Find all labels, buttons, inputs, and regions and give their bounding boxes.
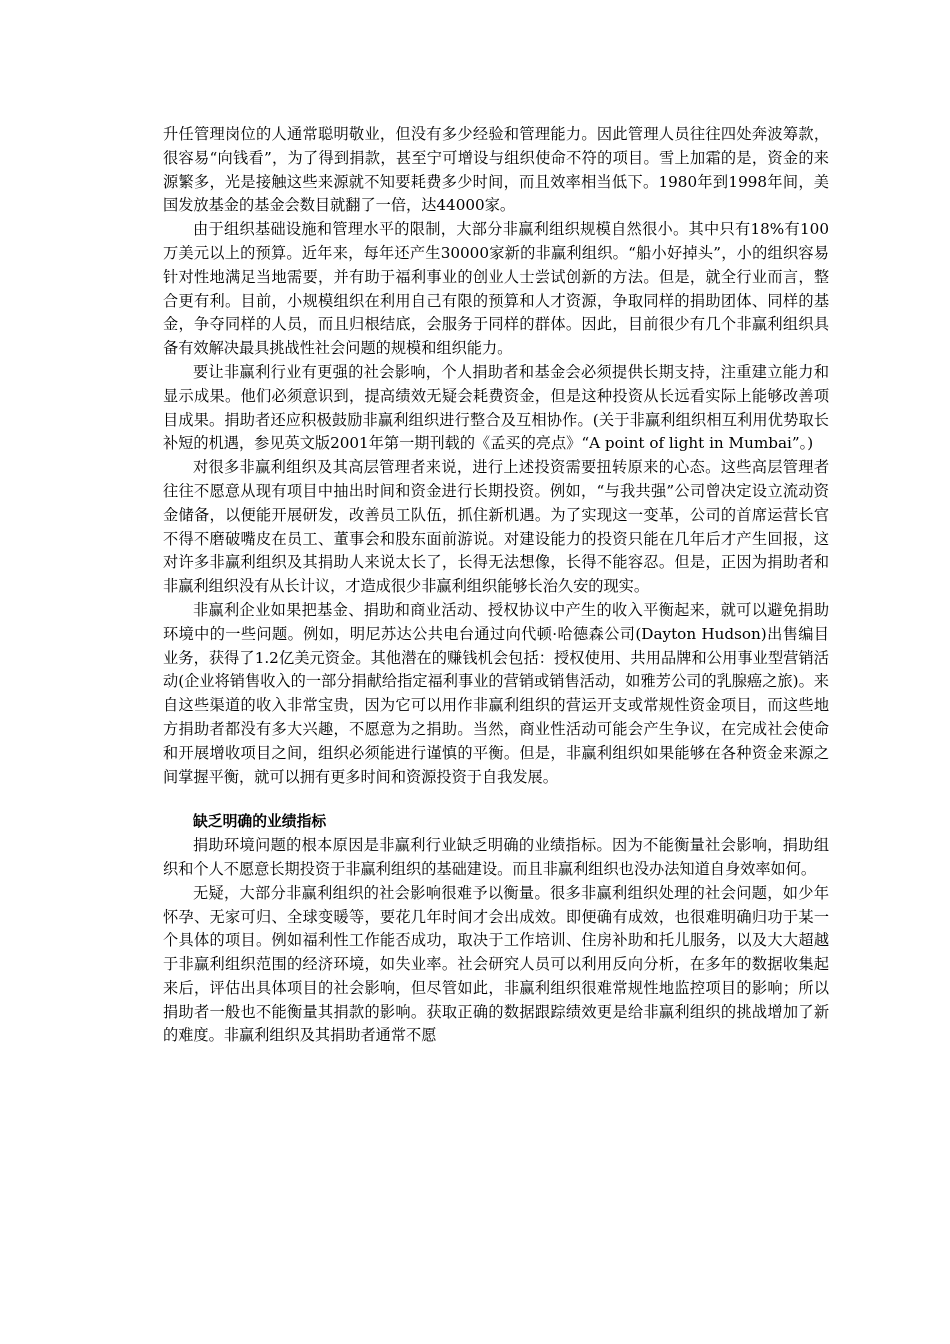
paragraph-fundraising-burden: 升任管理岗位的人通常聪明敬业，但没有多少经验和管理能力。因此管理人员往往四处奔波筹款，很容易“向钱看”，为了得到捐款，甚至宁可增设与组织使命不符的项目。雪上加霜的是，资金的来源繁多，光是接触这些来源就不知要耗费多少时间，而且效率相当低下。1980年到1998年间，美国发放基金的基金会数目就翻了一倍，达44000家。: [163, 125, 829, 215]
section-heading-performance-metrics: 缺乏明确的业绩指标: [193, 813, 327, 831]
paragraph-long-term-support: 要让非赢利行业有更强的社会影响，个人捐助者和基金会必须提供长期支持，注重建立能力和显示成果。他们必须意识到，提高绩效无疑会耗费资金，但是这种投资从长远看实际上能够改善项目成果。捐助者还应积极鼓励非赢利组织进行整合及互相协作。(关于非赢利组织相互利用优势取长补短的机遇，参见英文版2001年第一期刊载的《孟买的亮点》“A point of light in Mumbai”。): [163, 362, 829, 453]
paragraph-income-balance: 非赢利企业如果把基金、捐助和商业活动、授权协议中产生的收入平衡起来，就可以避免捐助环境中的一些问题。例如，明尼苏达公共电台通过向代顿·哈德森公司(Dayton Hudson)出售编目业务，获得了1.2亿美元资金。其他潜在的赚钱机会包括：授权使用、共用品牌和公用事业型营销活动(企业将销售收入的一部分捐献给指定福利事业的营销或销售活动，如雅芳公司的乳腺癌之旅)。来自这些渠道的收入非常宝贵，因为它可以用作非赢利组织的营运开支或常规性资金项目，而这些地方捐助者都没有多大兴趣，不愿意为之捐助。当然，商业性活动可能会产生争议，在完成社会使命和开展增收项目之间，组织必须能进行谨慎的平衡。但是，非赢利组织如果能够在各种资金来源之间掌握平衡，就可以拥有更多时间和资源投资于自我发展。: [163, 600, 829, 786]
paragraph-mindset-change: 对很多非赢利组织及其高层管理者来说，进行上述投资需要扭转原来的心态。这些高层管理者往往不愿意从现有项目中抽出时间和资金进行长期投资。例如，“与我共强”公司曾决定设立流动资金储备，以便能开展研发，改善员工队伍，抓住新机遇。为了实现这一变革，公司的首席运营长官不得不磨破嘴皮在员工、董事会和股东面前游说。对建设能力的投资只能在几年后才产生回报，这对许多非赢利组织及其捐助人来说太长了，长得无法想像，长得不能容忍。但是，正因为捐助者和非赢利组织没有从长计议，才造成很少非赢利组织能够长治久安的现实。: [163, 458, 829, 596]
paragraph-organization-scale: 由于组织基础设施和管理水平的限制，大部分非赢利组织规模自然很小。其中只有18%有100万美元以上的预算。近年来，每年还产生30000家新的非赢利组织。“船小好掉头”，小的组织容易针对性地满足当地需要，并有助于福利事业的创业人士尝试创新的方法。但是，就全行业而言，整合更有利。目前，小规模组织在利用自己有限的预算和人才资源，争取同样的捐助团体、同样的基金，争夺同样的人员，而且归根结底，会服务于同样的群体。因此，目前很少有几个非赢利组织具备有效解决最具挑战性社会问题的规模和组织能力。: [163, 220, 829, 358]
paragraph-root-cause: 捐助环境问题的根本原因是非赢利行业缺乏明确的业绩指标。因为不能衡量社会影响，捐助组织和个人不愿意长期投资于非赢利组织的基础建设。而且非赢利组织也没办法知道自身效率如何。: [163, 836, 829, 878]
paragraph-measurement-difficulty: 无疑，大部分非赢利组织的社会影响很难予以衡量。很多非赢利组织处理的社会问题，如少年怀孕、无家可归、全球变暖等，要花几年时间才会出成效。即便确有成效，也很难明确归功于某一个具体的项目。例如福利性工作能否成功，取决于工作培训、住房补助和托儿服务，以及大大超越于非赢利组织范围的经济环境，如失业率。社会研究人员可以利用反向分析，在多年的数据收集起来后，评估出具体项目的社会影响，但尽管如此，非赢利组织很难常规性地监控项目的影响；所以捐助者一般也不能衡量其捐款的影响。获取正确的数据跟踪绩效更是给非赢利组织的挑战增加了新的难度。非赢利组织及其捐助者通常不愿: [163, 883, 829, 1045]
document-page: [163, 123, 829, 1048]
